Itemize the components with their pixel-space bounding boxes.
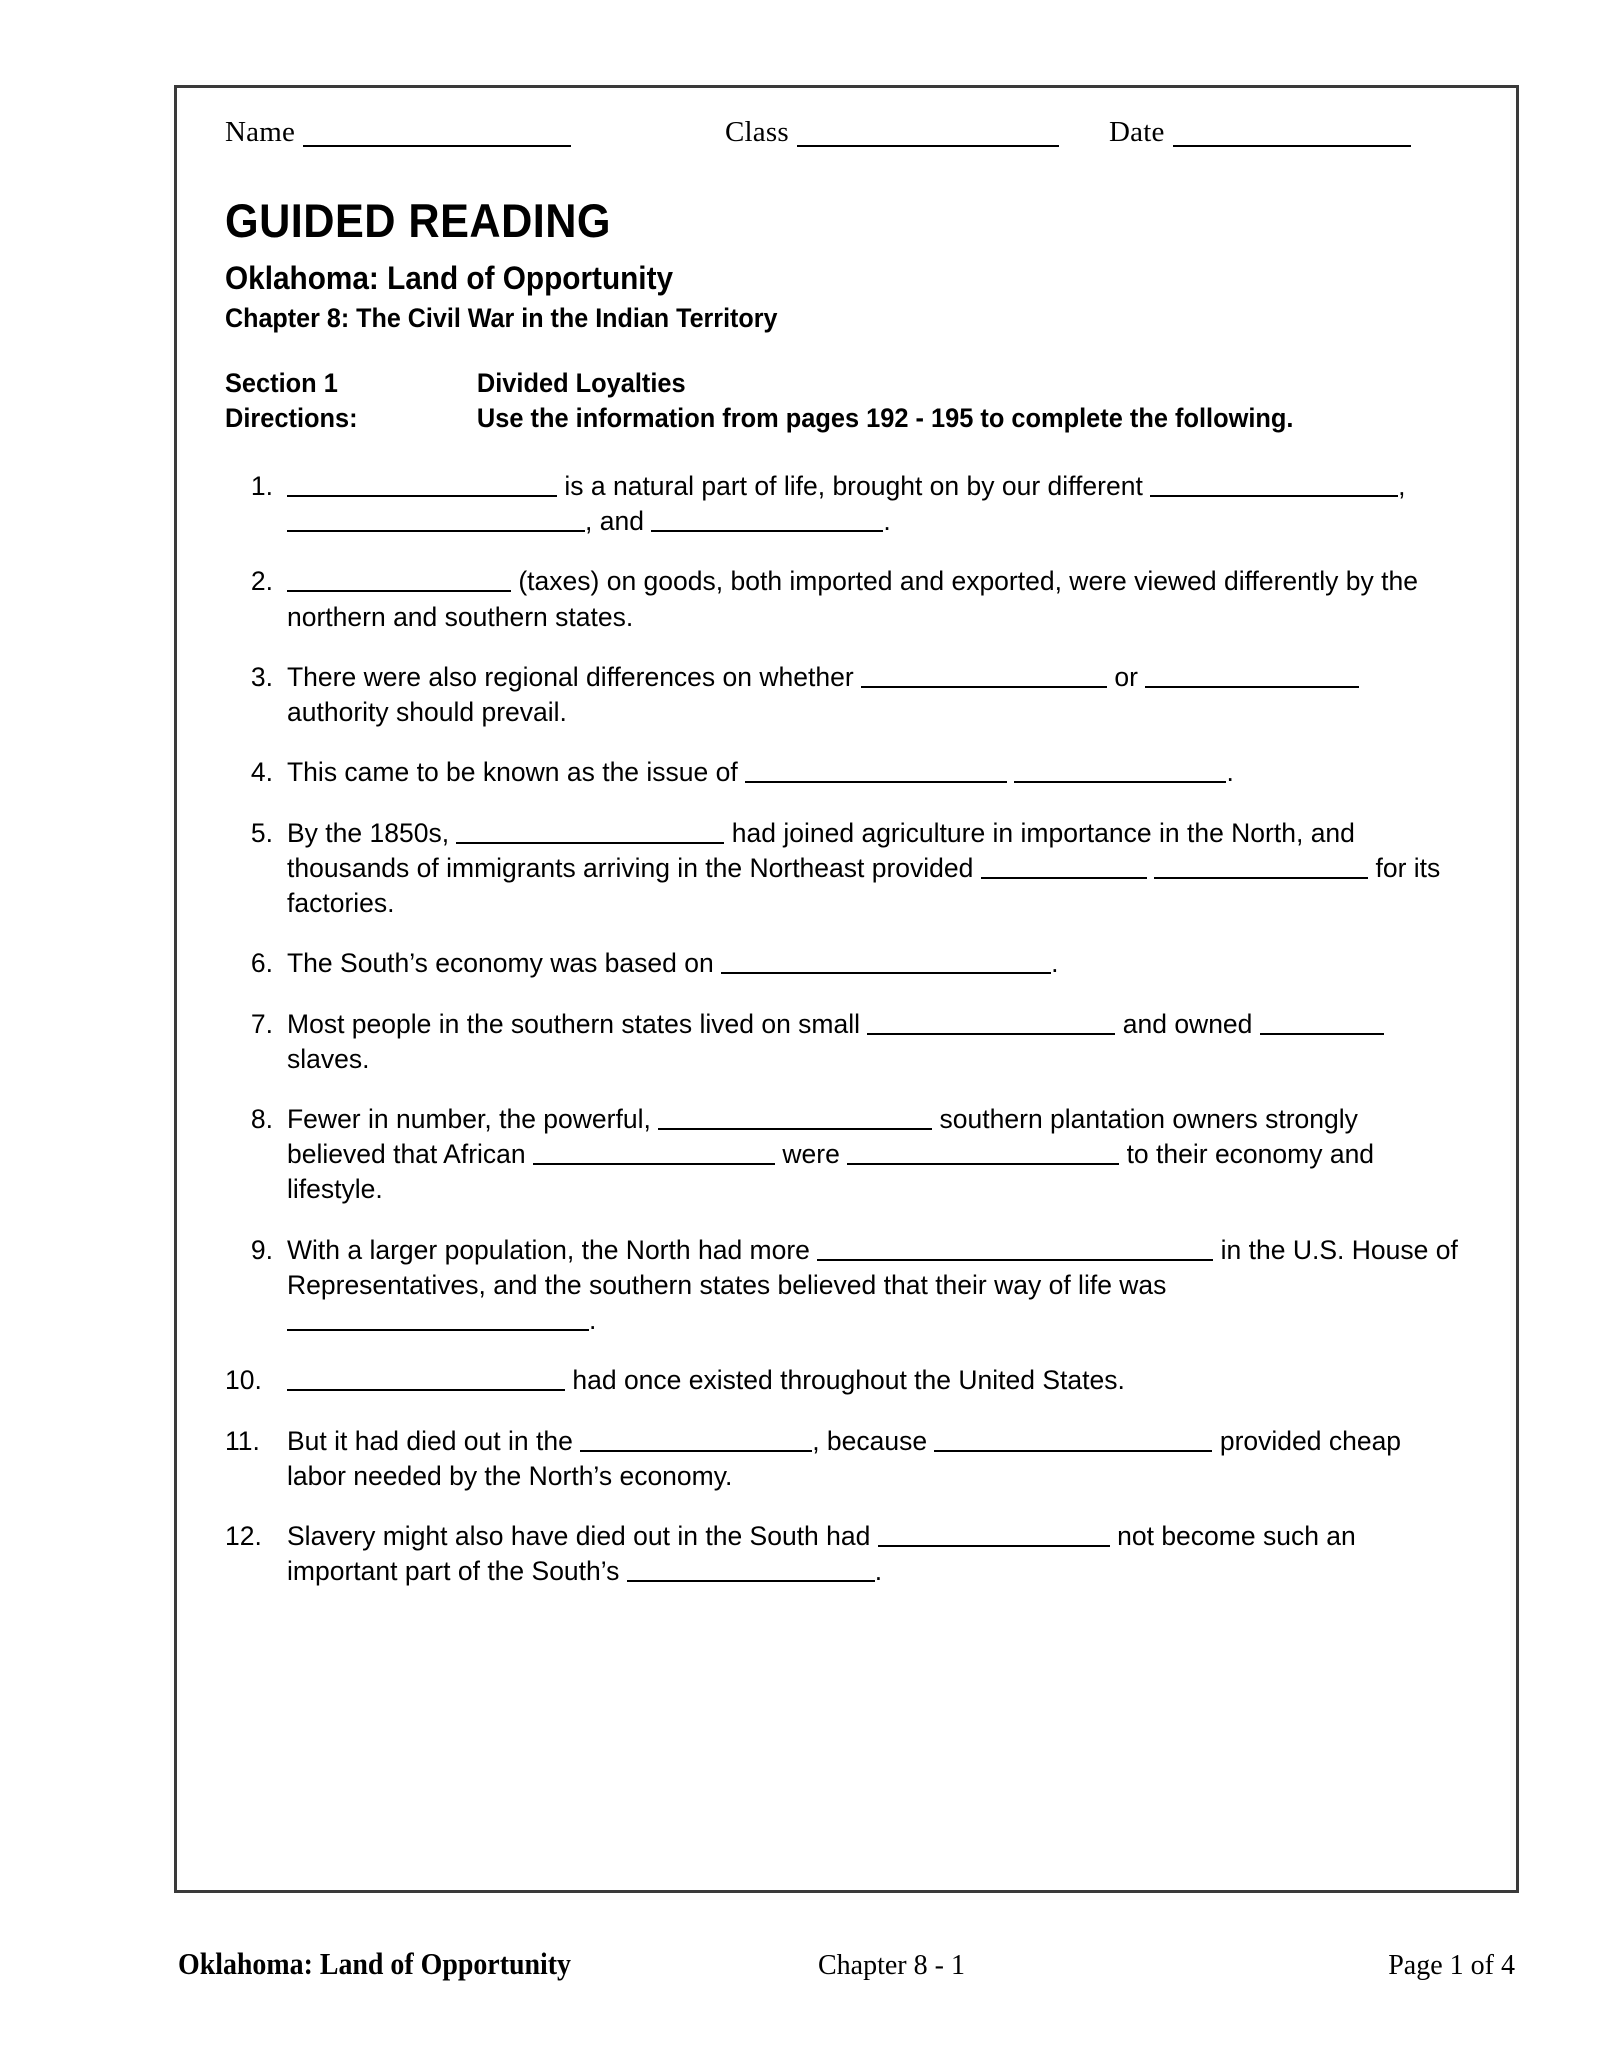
question-text-run: With a larger population, the North had more bbox=[287, 1234, 818, 1265]
answer-blank[interactable] bbox=[1150, 471, 1398, 497]
answer-blank[interactable] bbox=[287, 566, 511, 592]
footer-chapter: Chapter 8 - 1 bbox=[818, 1950, 965, 1981]
question-item bbox=[225, 1007, 1482, 1077]
question-number: 3. bbox=[250, 661, 273, 692]
student-info-row bbox=[225, 118, 1482, 162]
question-number: 6. bbox=[250, 948, 273, 979]
question-text-run: southern plantation owners strongly believed that African bbox=[287, 1104, 1358, 1170]
question-item bbox=[225, 1424, 1482, 1494]
name-label: Name bbox=[225, 116, 296, 148]
class-write-line[interactable] bbox=[797, 119, 1059, 147]
answer-blank[interactable] bbox=[878, 1521, 1110, 1547]
worksheet-frame bbox=[174, 85, 1519, 1893]
question-text-run: . bbox=[874, 1556, 883, 1587]
question-text bbox=[287, 816, 1459, 922]
worksheet-content bbox=[177, 88, 1516, 1890]
question-text-run: is a natural part of life, brought on by our different bbox=[557, 470, 1151, 501]
date-write-line[interactable] bbox=[1173, 119, 1411, 147]
answer-blank[interactable] bbox=[981, 852, 1147, 878]
question-text bbox=[287, 564, 1459, 634]
class-field[interactable] bbox=[725, 118, 1059, 147]
question-text-run: . bbox=[589, 1305, 597, 1336]
question-item bbox=[225, 1363, 1482, 1398]
question-text-run: . bbox=[1051, 948, 1059, 979]
answer-blank[interactable] bbox=[287, 1305, 589, 1331]
question-text-run: provided cheap labor needed by the North’s economy. bbox=[287, 1425, 1402, 1491]
question-number: 4. bbox=[250, 757, 273, 788]
question-text bbox=[287, 755, 1459, 790]
question-text-run: or bbox=[1107, 661, 1146, 692]
section-label: Section 1 bbox=[225, 368, 338, 399]
answer-blank[interactable] bbox=[651, 506, 883, 532]
question-text bbox=[287, 946, 1459, 981]
question-text-run: had once existed throughout the United States. bbox=[565, 1365, 1125, 1396]
question-text-run: authority should prevail. bbox=[287, 697, 567, 728]
question-item bbox=[225, 816, 1482, 922]
question-text-run: Most people in the southern states lived on small bbox=[287, 1008, 868, 1039]
answer-blank[interactable] bbox=[934, 1425, 1212, 1451]
answer-blank[interactable] bbox=[867, 1008, 1115, 1034]
answer-blank[interactable] bbox=[847, 1139, 1119, 1165]
question-item bbox=[225, 946, 1482, 981]
question-number: 12. bbox=[225, 1521, 262, 1552]
name-write-line[interactable] bbox=[303, 119, 571, 147]
question-number: 11. bbox=[225, 1425, 260, 1456]
class-label: Class bbox=[725, 116, 789, 148]
answer-blank[interactable] bbox=[745, 757, 1007, 783]
question-text-run: This came to be known as the issue of bbox=[287, 757, 746, 788]
question-text-run: and owned bbox=[1115, 1008, 1260, 1039]
section-directions-block bbox=[225, 366, 1477, 435]
question-item bbox=[225, 1519, 1482, 1589]
answer-blank[interactable] bbox=[287, 506, 585, 532]
question-text-run: There were also regional differences on whether bbox=[287, 661, 862, 692]
answer-blank[interactable] bbox=[287, 1365, 565, 1391]
question-item bbox=[225, 1102, 1482, 1208]
question-number: 9. bbox=[250, 1234, 273, 1265]
question-text-run: were bbox=[775, 1139, 848, 1170]
section-value: Divided Loyalties bbox=[476, 368, 686, 399]
page-footer bbox=[174, 1946, 1519, 1996]
question-text bbox=[287, 1007, 1459, 1077]
question-text bbox=[287, 660, 1459, 730]
question-text bbox=[287, 469, 1459, 539]
name-field[interactable] bbox=[225, 118, 571, 147]
answer-blank[interactable] bbox=[721, 948, 1051, 974]
date-label: Date bbox=[1109, 116, 1165, 148]
answer-blank[interactable] bbox=[287, 471, 557, 497]
question-item bbox=[225, 755, 1482, 790]
section-row bbox=[225, 366, 1477, 400]
directions-value: Use the information from pages 192 - 195 to complete the following. bbox=[476, 402, 1294, 433]
answer-blank[interactable] bbox=[580, 1425, 812, 1451]
directions-label: Directions: bbox=[225, 402, 358, 433]
question-text-run: in the U.S. House of Representatives, and the southern states believed that their way of life was bbox=[287, 1234, 1458, 1300]
question-number: 5. bbox=[250, 817, 273, 848]
question-text-run: By the 1850s, bbox=[287, 817, 457, 848]
question-text-run: , and bbox=[585, 506, 652, 537]
date-field[interactable] bbox=[1109, 118, 1411, 147]
footer-book-title: Oklahoma: Land of Opportunity bbox=[178, 1946, 572, 1981]
question-text-run: , because bbox=[812, 1425, 935, 1456]
answer-blank[interactable] bbox=[533, 1139, 775, 1165]
question-item bbox=[225, 660, 1482, 730]
chapter-title: Chapter 8: The Civil War in the Indian Territory bbox=[225, 302, 778, 333]
question-text-run: But it had died out in the bbox=[287, 1425, 581, 1456]
question-item bbox=[225, 469, 1482, 539]
answer-blank[interactable] bbox=[1145, 662, 1359, 688]
question-text-run: Slavery might also have died out in the South had bbox=[287, 1521, 878, 1552]
answer-blank[interactable] bbox=[817, 1234, 1213, 1260]
question-text-run: (taxes) on goods, both imported and exported, were viewed differently by the northern and southern states. bbox=[287, 566, 1418, 632]
answer-blank[interactable] bbox=[1014, 757, 1226, 783]
question-text-run bbox=[1147, 853, 1154, 883]
question-text-run bbox=[1007, 757, 1014, 787]
question-text-run: for its factories. bbox=[287, 852, 1441, 919]
question-text-run: . bbox=[1226, 757, 1234, 788]
question-item bbox=[225, 564, 1482, 634]
question-number: 8. bbox=[250, 1104, 273, 1135]
question-text bbox=[287, 1519, 1459, 1589]
directions-row bbox=[225, 401, 1477, 435]
footer-page-number: Page 1 of 4 bbox=[1388, 1950, 1515, 1981]
question-text-run: Fewer in number, the powerful, bbox=[287, 1104, 659, 1135]
question-text-run: had joined agriculture in importance in the North, and thousands of immigrants arriving in the Northeast provided bbox=[287, 817, 1355, 883]
answer-blank[interactable] bbox=[1154, 852, 1368, 878]
question-number: 1. bbox=[250, 470, 273, 501]
book-title: Oklahoma: Land of Opportunity bbox=[225, 259, 674, 296]
answer-blank[interactable] bbox=[861, 662, 1107, 688]
question-text-run: slaves. bbox=[287, 1043, 370, 1074]
question-number: 2. bbox=[250, 566, 273, 597]
question-text bbox=[287, 1424, 1459, 1494]
answer-blank[interactable] bbox=[1260, 1008, 1384, 1034]
question-text-run: , bbox=[1398, 470, 1406, 501]
question-text bbox=[287, 1233, 1459, 1339]
page-title: GUIDED READING bbox=[225, 194, 612, 247]
question-number: 10. bbox=[225, 1365, 262, 1396]
answer-blank[interactable] bbox=[627, 1556, 875, 1582]
question-text-run: to their economy and lifestyle. bbox=[287, 1139, 1375, 1205]
question-list bbox=[225, 469, 1482, 1590]
question-text-run: not become such an important part of the South’s bbox=[287, 1521, 1356, 1587]
answer-blank[interactable] bbox=[456, 817, 724, 843]
answer-blank[interactable] bbox=[658, 1104, 932, 1130]
question-text bbox=[287, 1363, 1459, 1398]
question-text bbox=[287, 1102, 1459, 1208]
question-text-run: The South’s economy was based on bbox=[287, 948, 722, 979]
question-text-run: . bbox=[883, 506, 891, 537]
question-number: 7. bbox=[250, 1008, 273, 1039]
question-item bbox=[225, 1233, 1482, 1339]
